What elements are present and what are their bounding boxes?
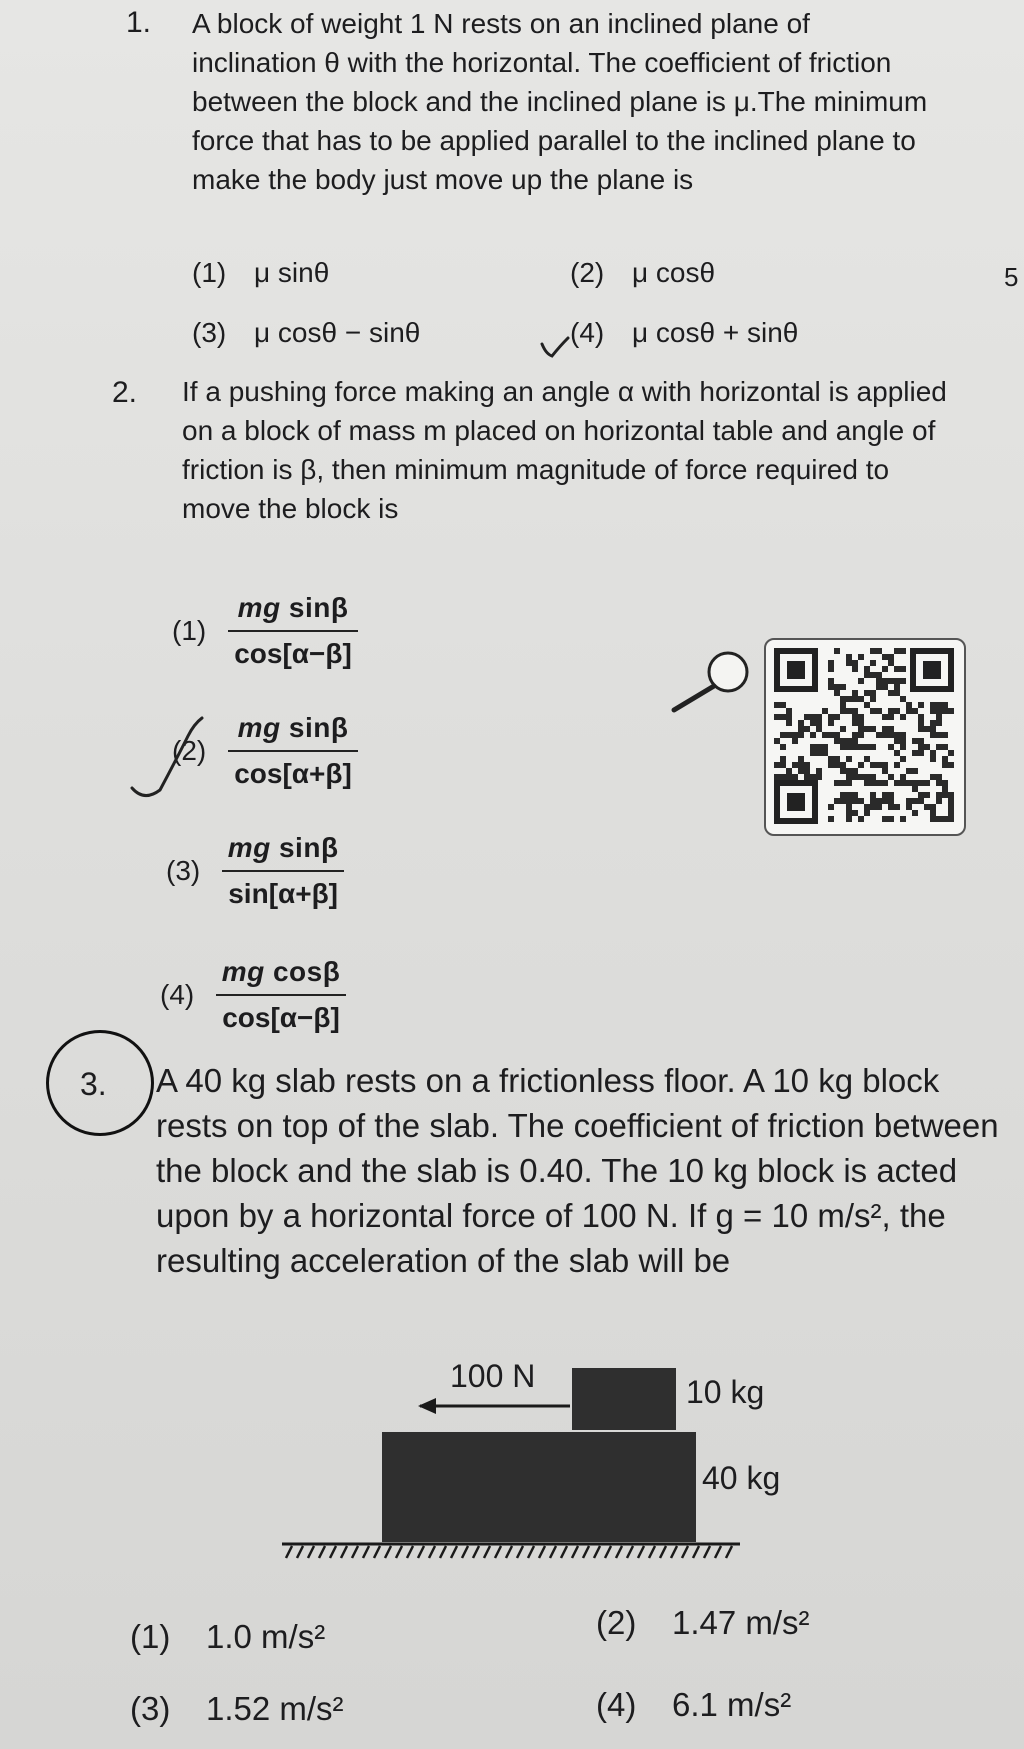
q3-option-3-label: (3) bbox=[130, 1690, 171, 1727]
q3-option-3[interactable] bbox=[130, 1690, 344, 1728]
q2-option-3-denominator: sin[α+β] bbox=[222, 870, 344, 910]
q3-number: 3. bbox=[80, 1066, 107, 1102]
slab-mass-label: 40 kg bbox=[702, 1460, 781, 1496]
q1-text: A block of weight 1 N rests on an inclined plane of inclination θ with the horizontal. The coefficient of friction between the block and the inclined plane is μ.The minimum force that has to be applied parallel to the inclined plane to make the body just move up the plane is bbox=[192, 8, 928, 195]
q2-option-4[interactable] bbox=[160, 956, 346, 1034]
q2-option-1-fraction bbox=[228, 592, 358, 670]
q1-option-4-label: (4) bbox=[570, 317, 605, 348]
q2-option-3-num-var: mg bbox=[227, 832, 271, 863]
q2-option-3-label: (3) bbox=[166, 855, 201, 886]
q2-option-1[interactable] bbox=[172, 592, 358, 670]
side-page-number: 5 bbox=[1004, 262, 1019, 292]
q2-option-2-num-var: mg bbox=[237, 712, 281, 743]
q1-option-2[interactable] bbox=[570, 257, 715, 289]
q2-option-4-label: (4) bbox=[160, 979, 195, 1010]
q3-option-4-text: 6.1 m/s² bbox=[672, 1686, 792, 1723]
q3-option-4-label: (4) bbox=[596, 1686, 637, 1723]
q2-option-1-num-fn: sinβ bbox=[288, 592, 349, 623]
q3-option-2-label: (2) bbox=[596, 1604, 637, 1641]
q1-option-3[interactable] bbox=[192, 317, 420, 349]
q2-answer-tick-mark bbox=[128, 712, 228, 804]
block-mass-label: 10 kg bbox=[686, 1374, 765, 1410]
q3-text: A 40 kg slab rests on a frictionless floor. A 10 kg block rests on top of the slab. The coefficient of friction between the block and the slab is 0.40. The 10 kg block is acted upon by a horizontal force of 100 N. If g = 10 m/s², the resulting acceleration of the slab will be bbox=[156, 1062, 999, 1279]
q2-option-4-num-fn: cosβ bbox=[272, 956, 341, 987]
q1-option-1[interactable] bbox=[192, 257, 329, 289]
q2-option-4-denominator: cos[α−β] bbox=[216, 994, 346, 1034]
q2-option-2-label: (2) bbox=[172, 735, 207, 766]
q2-option-3-fraction bbox=[222, 832, 344, 910]
q3-option-1-text: 1.0 m/s² bbox=[206, 1618, 326, 1655]
q2-option-2-num-fn: sinβ bbox=[288, 712, 349, 743]
q1-answer-tick-mark bbox=[540, 336, 570, 362]
q3-option-3-text: 1.52 m/s² bbox=[206, 1690, 344, 1727]
q1-option-3-text: μ cosθ − sinθ bbox=[254, 317, 421, 348]
q3-option-1[interactable] bbox=[130, 1618, 325, 1656]
q2-text: If a pushing force making an angle α with horizontal is applied on a block of mass m placed on horizontal table and angle of friction is β, then minimum magnitude of force required to move the block is bbox=[182, 376, 947, 524]
q2-option-2-denominator: cos[α+β] bbox=[228, 750, 358, 790]
q1-option-2-label: (2) bbox=[570, 257, 605, 288]
q2-option-3-num-fn: sinβ bbox=[278, 832, 339, 863]
q1-number: 1. bbox=[126, 6, 152, 39]
q3-option-4[interactable] bbox=[596, 1686, 791, 1724]
q2-option-1-denominator: cos[α−β] bbox=[228, 630, 358, 670]
q1-option-3-label: (3) bbox=[192, 317, 227, 348]
q1-option-1-text: μ sinθ bbox=[254, 257, 330, 288]
q1-option-4[interactable] bbox=[570, 317, 798, 349]
q1-option-1-label: (1) bbox=[192, 257, 227, 288]
q2-option-1-num-var: mg bbox=[237, 592, 281, 623]
block-slab-diagram bbox=[270, 1352, 810, 1562]
q3-option-2-text: 1.47 m/s² bbox=[672, 1604, 810, 1641]
q2-option-3[interactable] bbox=[166, 832, 344, 910]
q3-option-1-label: (1) bbox=[130, 1618, 171, 1655]
q1-option-2-text: μ cosθ bbox=[632, 257, 716, 288]
q2-option-4-num-var: mg bbox=[221, 956, 265, 987]
q2-option-4-fraction bbox=[216, 956, 346, 1034]
q2-option-1-label: (1) bbox=[172, 615, 207, 646]
q3-option-2[interactable] bbox=[596, 1604, 810, 1642]
qr-code bbox=[764, 638, 966, 836]
q1-option-4-text: μ cosθ + sinθ bbox=[632, 317, 799, 348]
force-label: 100 N bbox=[450, 1358, 536, 1394]
qr-code-pattern bbox=[774, 648, 954, 824]
q2-option-2-fraction bbox=[228, 712, 358, 790]
magnifier-icon[interactable] bbox=[668, 648, 750, 716]
q2-number: 2. bbox=[112, 376, 138, 409]
